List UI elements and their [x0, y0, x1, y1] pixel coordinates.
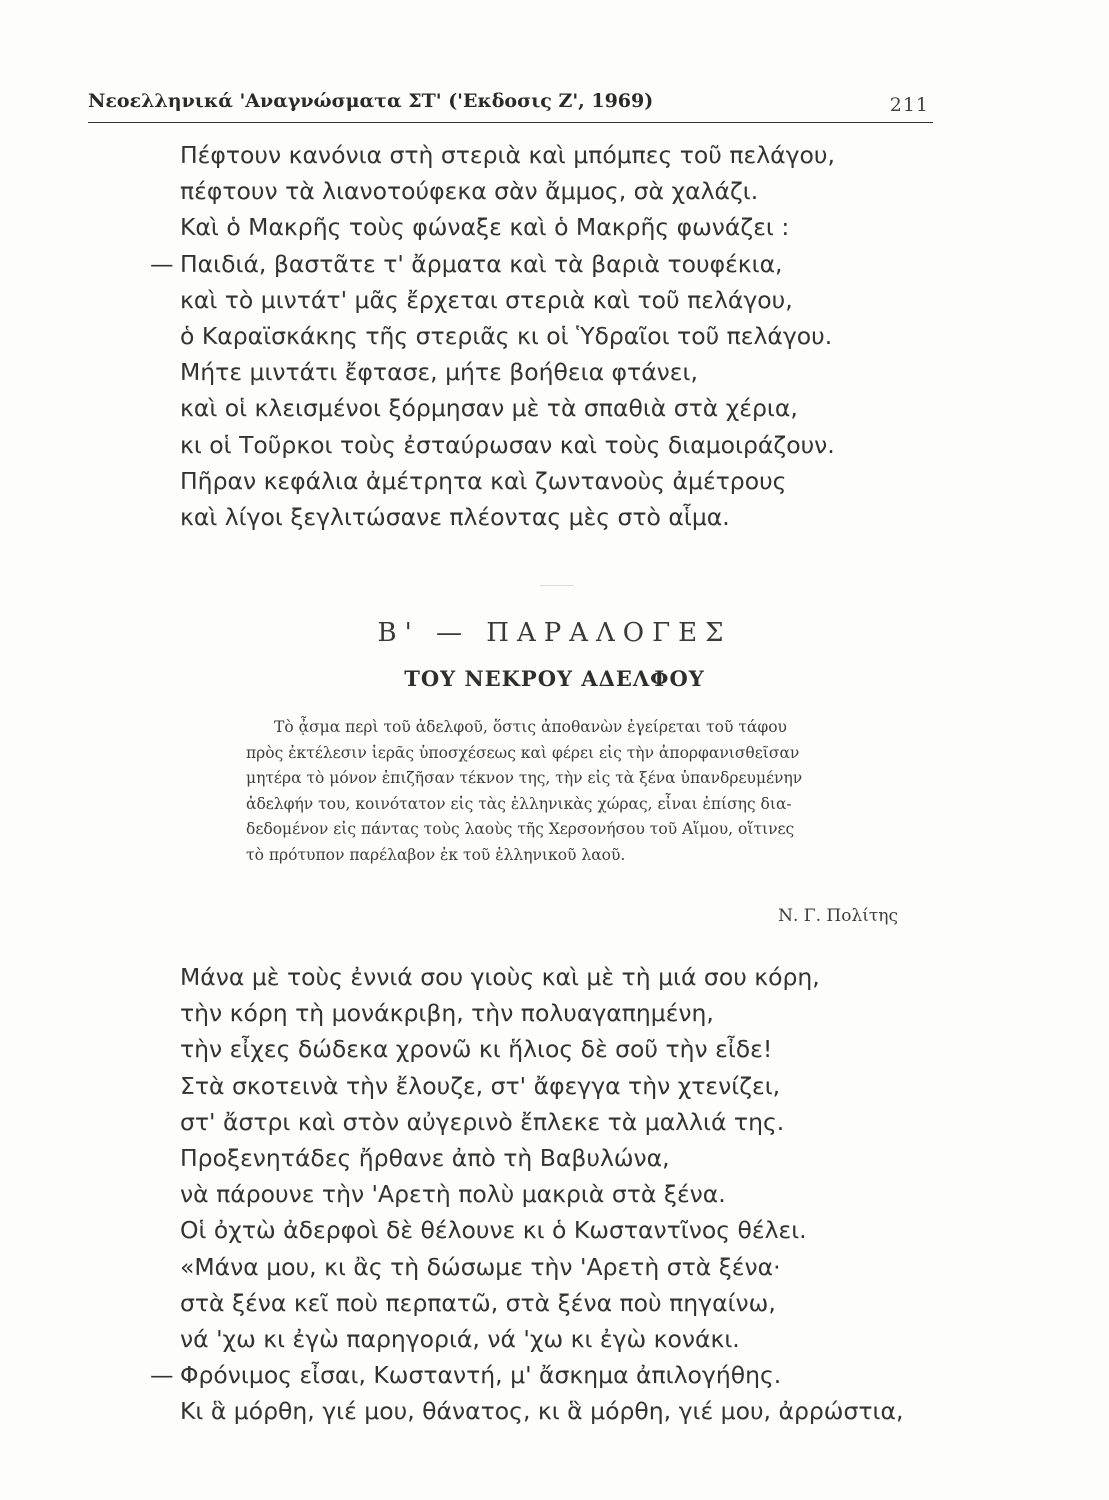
dialogue-dash: —: [150, 1361, 174, 1390]
verse-line: [180, 354, 835, 390]
verse-line: [180, 137, 835, 173]
verse-text: Κι ἃ μόρθη, γιέ μου, θάνατος, κι ἃ μόρθη, γιέ μου, ἀρρώστια,: [180, 1397, 904, 1426]
running-title: Νεοελληνικά 'Αναγνώσματα ΣΤ' ('Εκδοσις Ζ', 1969): [88, 90, 654, 112]
intro-line: τὸ πρότυπον παρέλαβον ἐκ τοῦ ἑλληνικοῦ λαοῦ.: [246, 845, 626, 864]
verse-line: [180, 209, 835, 245]
verse-block-bottom: [150, 959, 904, 1429]
verse-text: Φρόνιμος εἶσαι, Κωσταντή, μ' ἄσκημα ἀπιλογήθης.: [180, 1361, 782, 1390]
verse-line: [180, 1031, 903, 1067]
divider: [540, 585, 574, 586]
verse-text: «Μάνα μου, κι ἂς τὴ δώσωμε τὴν 'Αρετὴ στὰ ξένα·: [180, 1252, 781, 1281]
verse-text: Στὰ σκοτεινὰ τὴν ἔλουζε, στ' ἄφεγγα τὴν χτενίζει,: [180, 1071, 781, 1100]
verse-line: [180, 959, 903, 995]
intro-line: πρὸς ἐκτέλεσιν ἱερᾶς ὑποσχέσεως καὶ φέρει εἰς τὴν ἀπορφανισθεῖσαν: [246, 743, 800, 762]
verse-text: καὶ οἱ κλεισμένοι ξόρμησαν μὲ τὰ σπαθιὰ στὰ χέρια,: [180, 394, 798, 423]
section-heading: Β' — ΠΑΡΑΛΟΓΕΣ: [377, 618, 732, 648]
verse-line: [180, 1393, 903, 1429]
verse-line: [180, 282, 835, 318]
verse-text: πέφτουν τὰ λιανοτούφεκα σὰν ἄμμος, σὰ χαλάζι.: [180, 177, 759, 206]
verse-line: [180, 318, 835, 354]
verse-line: [150, 246, 835, 282]
intro-line: ἀδελφήν του, κοινότατον εἰς τὰς ἑλληνικὰς χώρας, εἶναι ἐπίσης δια-: [246, 794, 792, 813]
verse-text: Πῆραν κεφάλια ἀμέτρητα καὶ ζωντανοὺς ἀμέτρους: [180, 466, 787, 495]
verse-line: [180, 1285, 903, 1321]
author-signature: Ν. Γ. Πολίτης: [778, 906, 898, 926]
verse-line: [180, 1104, 903, 1140]
verse-line: [180, 390, 835, 426]
verse-text: νά 'χω κι ἐγὼ παρηγοριά, νά 'χω κι ἐγὼ κονάκι.: [180, 1324, 740, 1353]
verse-text: Οἱ ὀχτὼ ἀδερφοὶ δὲ θέλουνε κι ὁ Κωσταντῖνος θέλει.: [180, 1216, 807, 1245]
verse-line: [180, 1212, 903, 1248]
page-header: [88, 88, 933, 123]
verse-line: [180, 1140, 903, 1176]
verse-line: [180, 1249, 903, 1285]
verse-line: [180, 427, 835, 463]
verse-text: τὴν εἶχες δώδεκα χρονῶ κι ἥλιος δὲ σοῦ τὴν εἶδε!: [180, 1035, 773, 1064]
verse-text: Προξενητάδες ἤρθανε ἀπὸ τὴ Βαβυλώνα,: [180, 1143, 670, 1172]
verse-text: στ' ἄστρι καὶ στὸν αὐγερινὸ ἔπλεκε τὰ μαλλιά της.: [180, 1107, 785, 1136]
verse-text: ὁ Καραϊσκάκης τῆς στεριᾶς κι οἱ Ὑδραῖοι τοῦ πελάγου.: [180, 321, 833, 350]
verse-line: [180, 173, 835, 209]
verse-text: τὴν κόρη τὴ μονάκριβη, τὴν πολυαγαπημένη,: [180, 999, 714, 1028]
verse-text: νὰ πάρουνε τὴν 'Αρετὴ πολὺ μακριὰ στὰ ξένα.: [180, 1180, 726, 1209]
verse-text: Μήτε μιντάτι ἔφτασε, μήτε βοήθεια φτάνει,: [180, 358, 698, 387]
verse-line: [180, 1068, 903, 1104]
dialogue-dash: —: [150, 249, 174, 278]
intro-line: μητέρα τὸ μόνον ἐπιζῆσαν τέκνον της, τὴν εἰς τὰ ξένα ὑπανδρευμένην: [246, 769, 803, 787]
verse-text: Μάνα μὲ τοὺς ἐννιά σου γιοὺς καὶ μὲ τὴ μιά σου κόρη,: [180, 963, 820, 991]
verse-text: στὰ ξένα κεῖ ποὺ περπατῶ, στὰ ξένα ποὺ πηγαίνω,: [180, 1288, 776, 1317]
verse-line: [180, 499, 835, 535]
verse-text: κι οἱ Τοῦρκοι τοὺς ἐσταύρωσαν καὶ τοὺς διαμοιράζουν.: [180, 430, 835, 459]
verse-text: Καὶ ὁ Μακρῆς τοὺς φώναξε καὶ ὁ Μακρῆς φωνάζει :: [180, 213, 790, 242]
verse-block-top: [150, 137, 835, 535]
verse-line: [180, 463, 835, 499]
song-title: ΤΟΥ ΝΕΚΡΟΥ ΑΔΕΛΦΟΥ: [404, 666, 705, 691]
verse-line: [180, 1321, 903, 1357]
verse-text: Παιδιά, βαστᾶτε τ' ἄρματα καὶ τὰ βαριὰ τουφέκια,: [180, 249, 783, 278]
verse-line: [180, 995, 903, 1031]
verse-text: Πέφτουν κανόνια στὴ στεριὰ καὶ μπόμπες τοῦ πελάγου,: [180, 141, 835, 169]
verse-line: [180, 1176, 903, 1212]
page-number: 211: [889, 94, 929, 116]
intro-paragraph: [246, 715, 802, 868]
verse-line: [150, 1357, 903, 1393]
intro-line: δεδομένον εἰς πάντας τοὺς λαοὺς τῆς Χερσονήσου τοῦ Αἵμου, οἵτινες: [246, 820, 795, 838]
verse-text: καὶ τὸ μιντάτ' μᾶς ἔρχεται στεριὰ καὶ τοῦ πελάγου,: [180, 285, 793, 314]
verse-text: καὶ λίγοι ξεγλιτώσανε πλέοντας μὲς στὸ αἷμα.: [180, 502, 730, 531]
intro-line: Τὸ ᾆσμα περὶ τοῦ ἀδελφοῦ, ὅστις ἀποθανὼν ἐγείρεται τοῦ τάφου: [274, 718, 787, 736]
